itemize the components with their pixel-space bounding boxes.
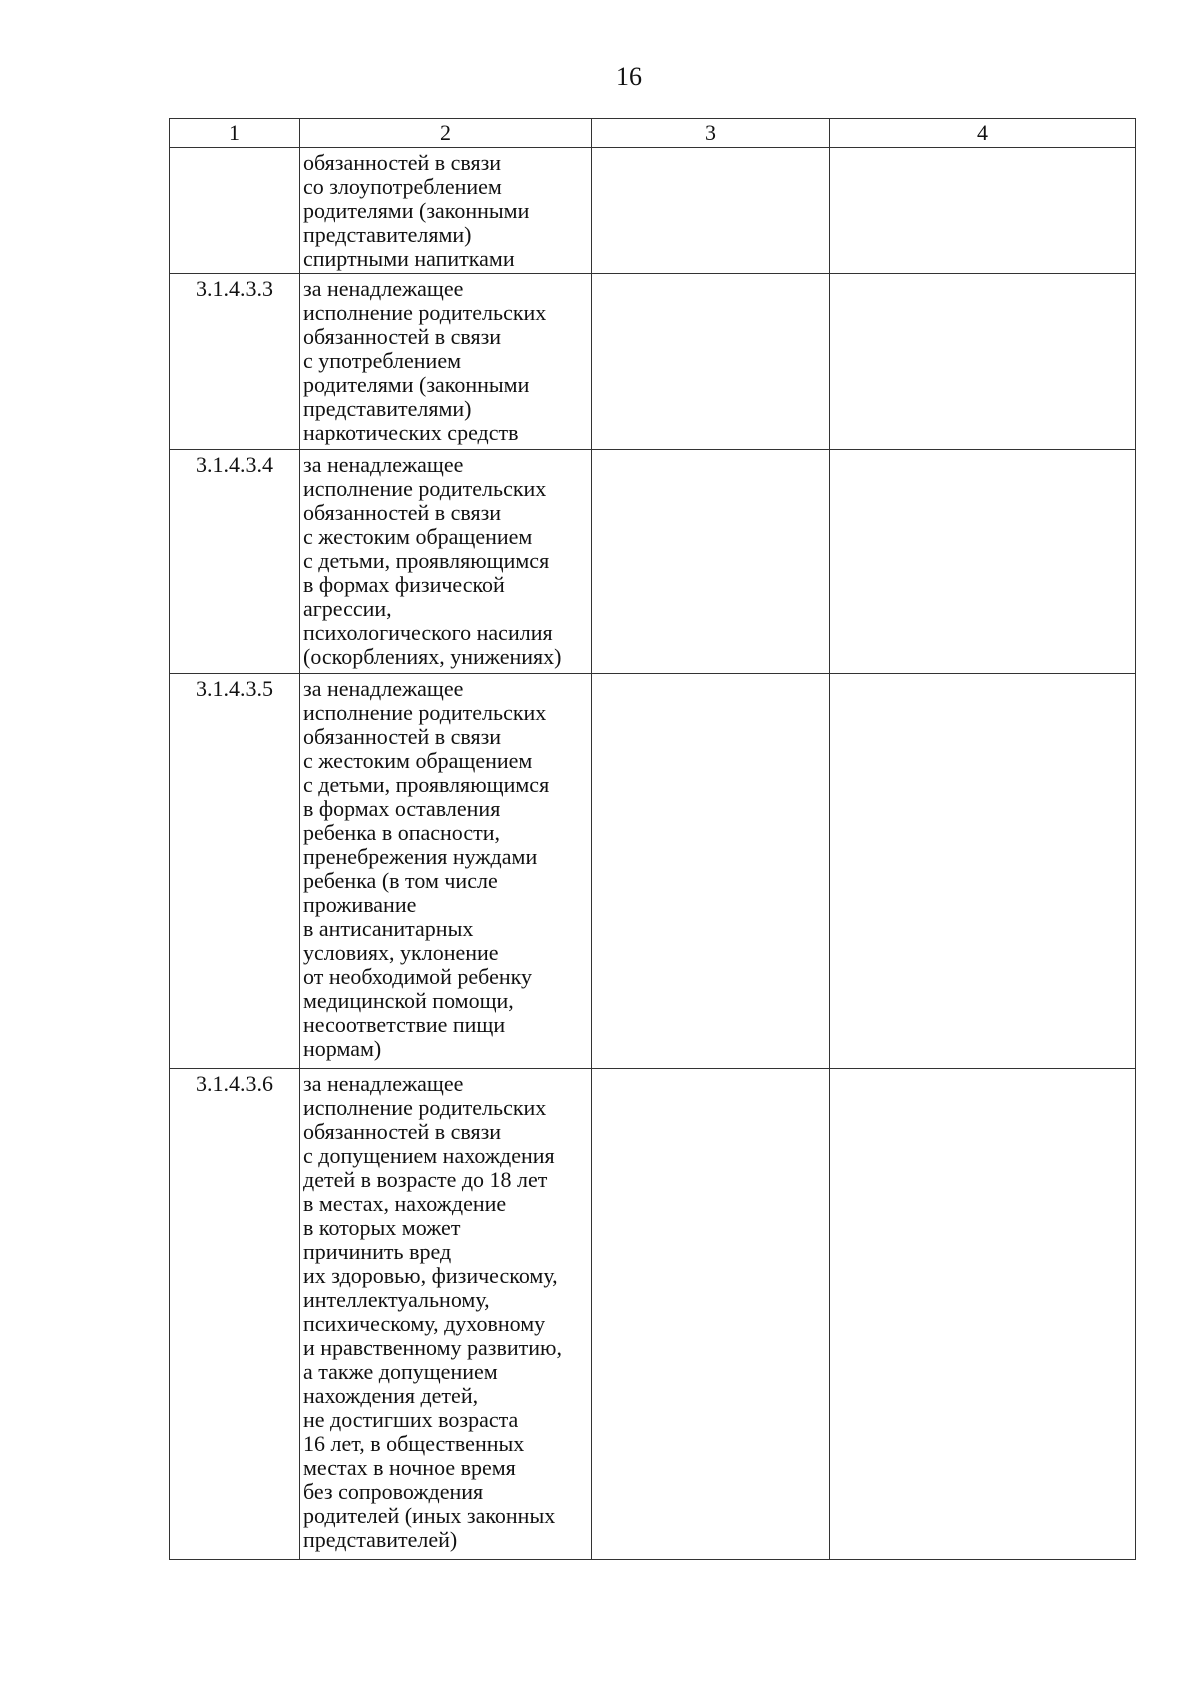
document-table [169,118,1136,1560]
row-col3-cell [592,1069,830,1560]
row-col3-cell [592,148,830,274]
column-header-1: 1 [170,119,300,148]
column-header-4: 4 [830,119,1136,148]
table-row [170,274,1136,450]
table-row [170,450,1136,674]
row-col3-cell [592,674,830,1069]
table-header-row [170,119,1136,148]
row-description-cell: за ненадлежащее исполнение родительских обязанностей в связи с жестоким обращением с детьми, проявляющимся в формах физической агрессии, психологического насилия (оскорблениях, унижениях) [300,450,592,674]
row-description-cell: за ненадлежащее исполнение родительских обязанностей в связи с жестоким обращением с детьми, проявляющимся в формах оставления ребенка в опасности, пренебрежения нуждами ребенка (в том числе проживание в антисанитарных условиях, уклонение от необходимой ребенку медицинской помощи, несоответствие пищи нормам) [300,674,592,1069]
row-number-cell: 3.1.4.3.3 [170,274,300,450]
row-number-cell: 3.1.4.3.5 [170,674,300,1069]
row-col4-cell [830,450,1136,674]
row-col4-cell [830,674,1136,1069]
column-header-2: 2 [300,119,592,148]
table-row [170,148,1136,274]
row-description-cell: обязанностей в связи со злоупотреблением родителями (законными представителями) спиртными напитками [300,148,592,274]
page-number: 16 [616,62,642,91]
row-number-cell: 3.1.4.3.4 [170,450,300,674]
row-description-cell: за ненадлежащее исполнение родительских обязанностей в связи с употреблением родителями (законными представителями) наркотических средств [300,274,592,450]
row-col4-cell [830,148,1136,274]
table-row [170,674,1136,1069]
row-col4-cell [830,1069,1136,1560]
row-col4-cell [830,274,1136,450]
column-header-3: 3 [592,119,830,148]
row-col3-cell [592,274,830,450]
table-row [170,1069,1136,1560]
row-col3-cell [592,450,830,674]
row-description-cell: за ненадлежащее исполнение родительских обязанностей в связи с допущением нахождения детей в возрасте до 18 лет в местах, нахождение в которых может причинить вред их здоровью, физическому, интеллектуальному, психическому, духовному и нравственному развитию, а также допущением нахождения детей, не достигших возраста 16 лет, в общественных местах в ночное время без сопровождения родителей (иных законных представителей) [300,1069,592,1560]
row-number-cell: 3.1.4.3.6 [170,1069,300,1560]
row-number-cell [170,148,300,274]
